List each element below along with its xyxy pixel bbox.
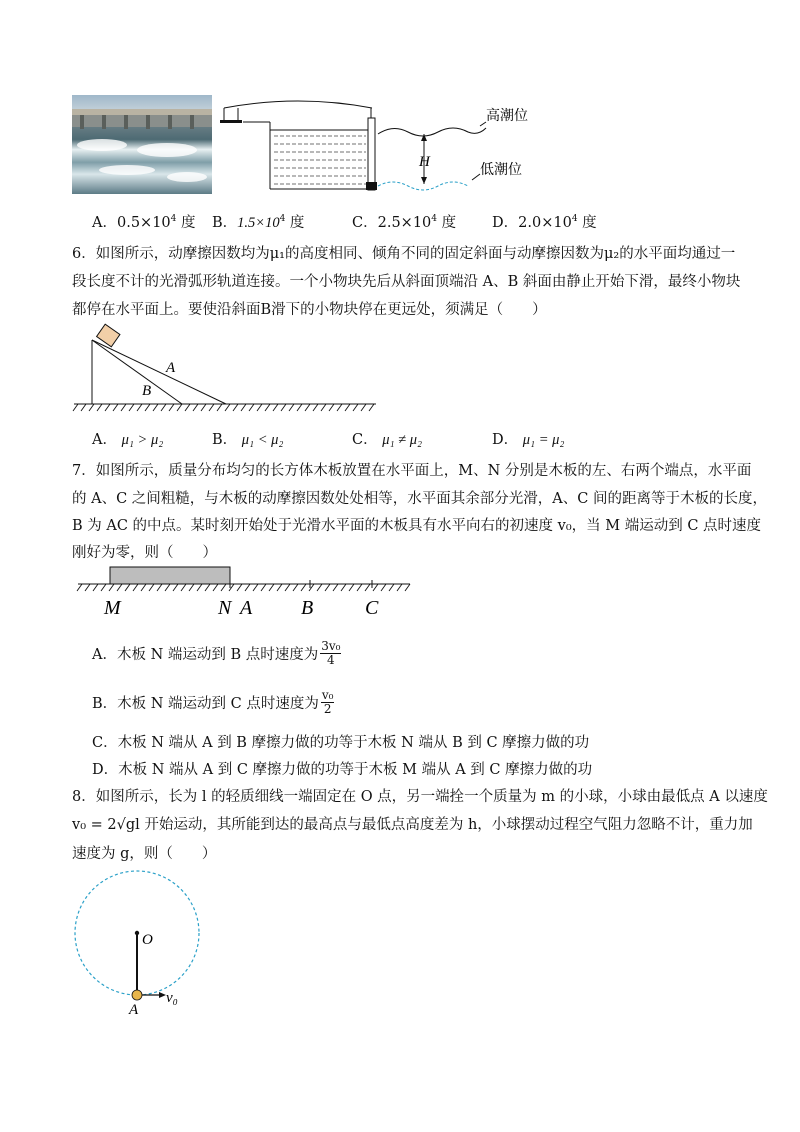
option-value: 1.5×10 <box>237 215 280 231</box>
option-text: A．木板 N 端运动到 B 点时速度为 <box>92 647 319 663</box>
q5-option-d[interactable] <box>492 211 597 232</box>
q7-stem-line-4: 刚好为零，则（ ） <box>72 545 217 561</box>
label-A: A <box>240 597 253 619</box>
label-M: M <box>104 597 121 619</box>
option-value: μ₁ = μ₂ <box>522 432 565 448</box>
q7-option-b[interactable] <box>92 689 334 716</box>
q8-stem-line-1: 8．如图所示，长为 l 的轻质细线一端固定在 O 点，另一端拴一个质量为 m 的小球，小球由最低点 A 以速度 <box>72 789 768 805</box>
option-unit: 度 <box>176 215 196 231</box>
q6-option-d[interactable] <box>492 428 564 449</box>
q7-stem-line-2: 的 A、C 之间粗糙，与木板的动摩擦因数处处相等，水平面其余部分光滑，A、C 间的距离等于木板的长度， <box>72 491 767 507</box>
inclines-diagram <box>70 322 380 414</box>
fraction <box>321 689 335 716</box>
option-value: μ₁ > μ₂ <box>121 432 164 448</box>
board-diagram <box>74 562 414 620</box>
option-exponent: 4 <box>431 214 438 225</box>
tidal-diagram <box>218 96 538 196</box>
label-v0: v₀ <box>166 990 178 1006</box>
option-text: B．木板 N 端运动到 C 点时速度为 <box>92 696 319 712</box>
option-key: C． <box>352 432 378 448</box>
q7-option-a[interactable] <box>92 640 341 667</box>
q7-option-d[interactable]: D．木板 N 端从 A 到 C 摩擦力做的功等于木板 M 端从 A 到 C 摩擦力做的功 <box>92 762 593 778</box>
label-A: A <box>129 1002 139 1018</box>
option-value: 2.0×10 <box>518 215 572 231</box>
q8-stem-line-2: v₀ = 2√gl 开始运动，其所能到达的最高点与最低点高度差为 h，小球摆动过程空气阻力忽略不计，重力加 <box>72 817 753 833</box>
dam-photo-drawing <box>72 95 212 194</box>
label-N: N <box>218 597 232 619</box>
label-low-tide: 低潮位 <box>480 162 522 178</box>
q5-option-c[interactable] <box>352 211 456 232</box>
q6-option-b[interactable] <box>212 428 283 449</box>
label-B: B <box>301 597 314 619</box>
label-high-tide: 高潮位 <box>486 108 528 124</box>
option-key: A． <box>92 215 117 231</box>
option-key: B． <box>212 432 238 448</box>
q6-option-c[interactable] <box>352 428 422 449</box>
denominator: 2 <box>323 702 332 716</box>
option-key: C． <box>352 215 378 231</box>
denominator: 4 <box>327 653 335 667</box>
label-H: H <box>419 154 430 170</box>
label-C: C <box>365 597 379 619</box>
q6-option-a[interactable] <box>92 428 163 449</box>
q8-stem-line-3: 速度为 g，则（ ） <box>72 846 217 862</box>
option-key: D． <box>492 432 519 448</box>
incline-label-b: B <box>142 383 152 399</box>
option-key: A． <box>92 432 117 448</box>
option-key: B． <box>212 215 238 231</box>
fraction <box>320 640 341 667</box>
option-unit: 度 <box>285 215 305 231</box>
option-key: D． <box>492 215 519 231</box>
option-unit: 度 <box>577 215 597 231</box>
option-value: μ₁ < μ₂ <box>241 432 284 448</box>
option-exponent: 4 <box>279 214 286 225</box>
dam-photo <box>72 95 212 194</box>
option-exponent: 4 <box>170 214 177 225</box>
option-value: 2.5×10 <box>377 215 432 231</box>
q7-option-c[interactable]: C．木板 N 端从 A 到 B 摩擦力做的功等于木板 N 端从 B 到 C 摩擦力做的功 <box>92 735 590 751</box>
q6-stem-line-2: 段长度不计的光滑弧形轨道连接。一个小物块先后从斜面顶端沿 A、B 斜面由静止开始下滑，最终小物块 <box>72 274 741 290</box>
incline-label-a: A <box>166 360 176 376</box>
option-exponent: 4 <box>571 214 578 225</box>
q7-stem-line-3: B 为 AC 的中点。某时刻开始处于光滑水平面的木板具有水平向右的初速度 v₀，当 M 端运动到 C 点时速度 <box>72 518 762 534</box>
q5-option-a[interactable] <box>92 211 196 232</box>
q7-stem-line-1: 7．如图所示，质量分布均匀的长方体木板放置在水平面上，M、N 分别是木板的左、右两个端点，水平面 <box>72 463 752 479</box>
q5-option-b[interactable] <box>212 211 304 232</box>
pendulum-diagram <box>68 868 218 1018</box>
label-O: O <box>142 932 153 948</box>
option-value: 0.5×10 <box>116 215 171 231</box>
numerator: 3v₀ <box>321 639 341 653</box>
q6-stem-line-1: 6．如图所示，动摩擦因数均为μ₁的高度相同、倾角不同的固定斜面与动摩擦因数为μ₂的水平面均通过一 <box>72 246 736 262</box>
numerator: v₀ <box>321 688 334 702</box>
q6-stem-line-3: 都停在水平面上。要使沿斜面B滑下的小物块停在更远处，须满足（ ） <box>72 302 547 318</box>
option-unit: 度 <box>437 215 457 231</box>
option-value: μ₁ ≠ μ₂ <box>382 432 423 448</box>
